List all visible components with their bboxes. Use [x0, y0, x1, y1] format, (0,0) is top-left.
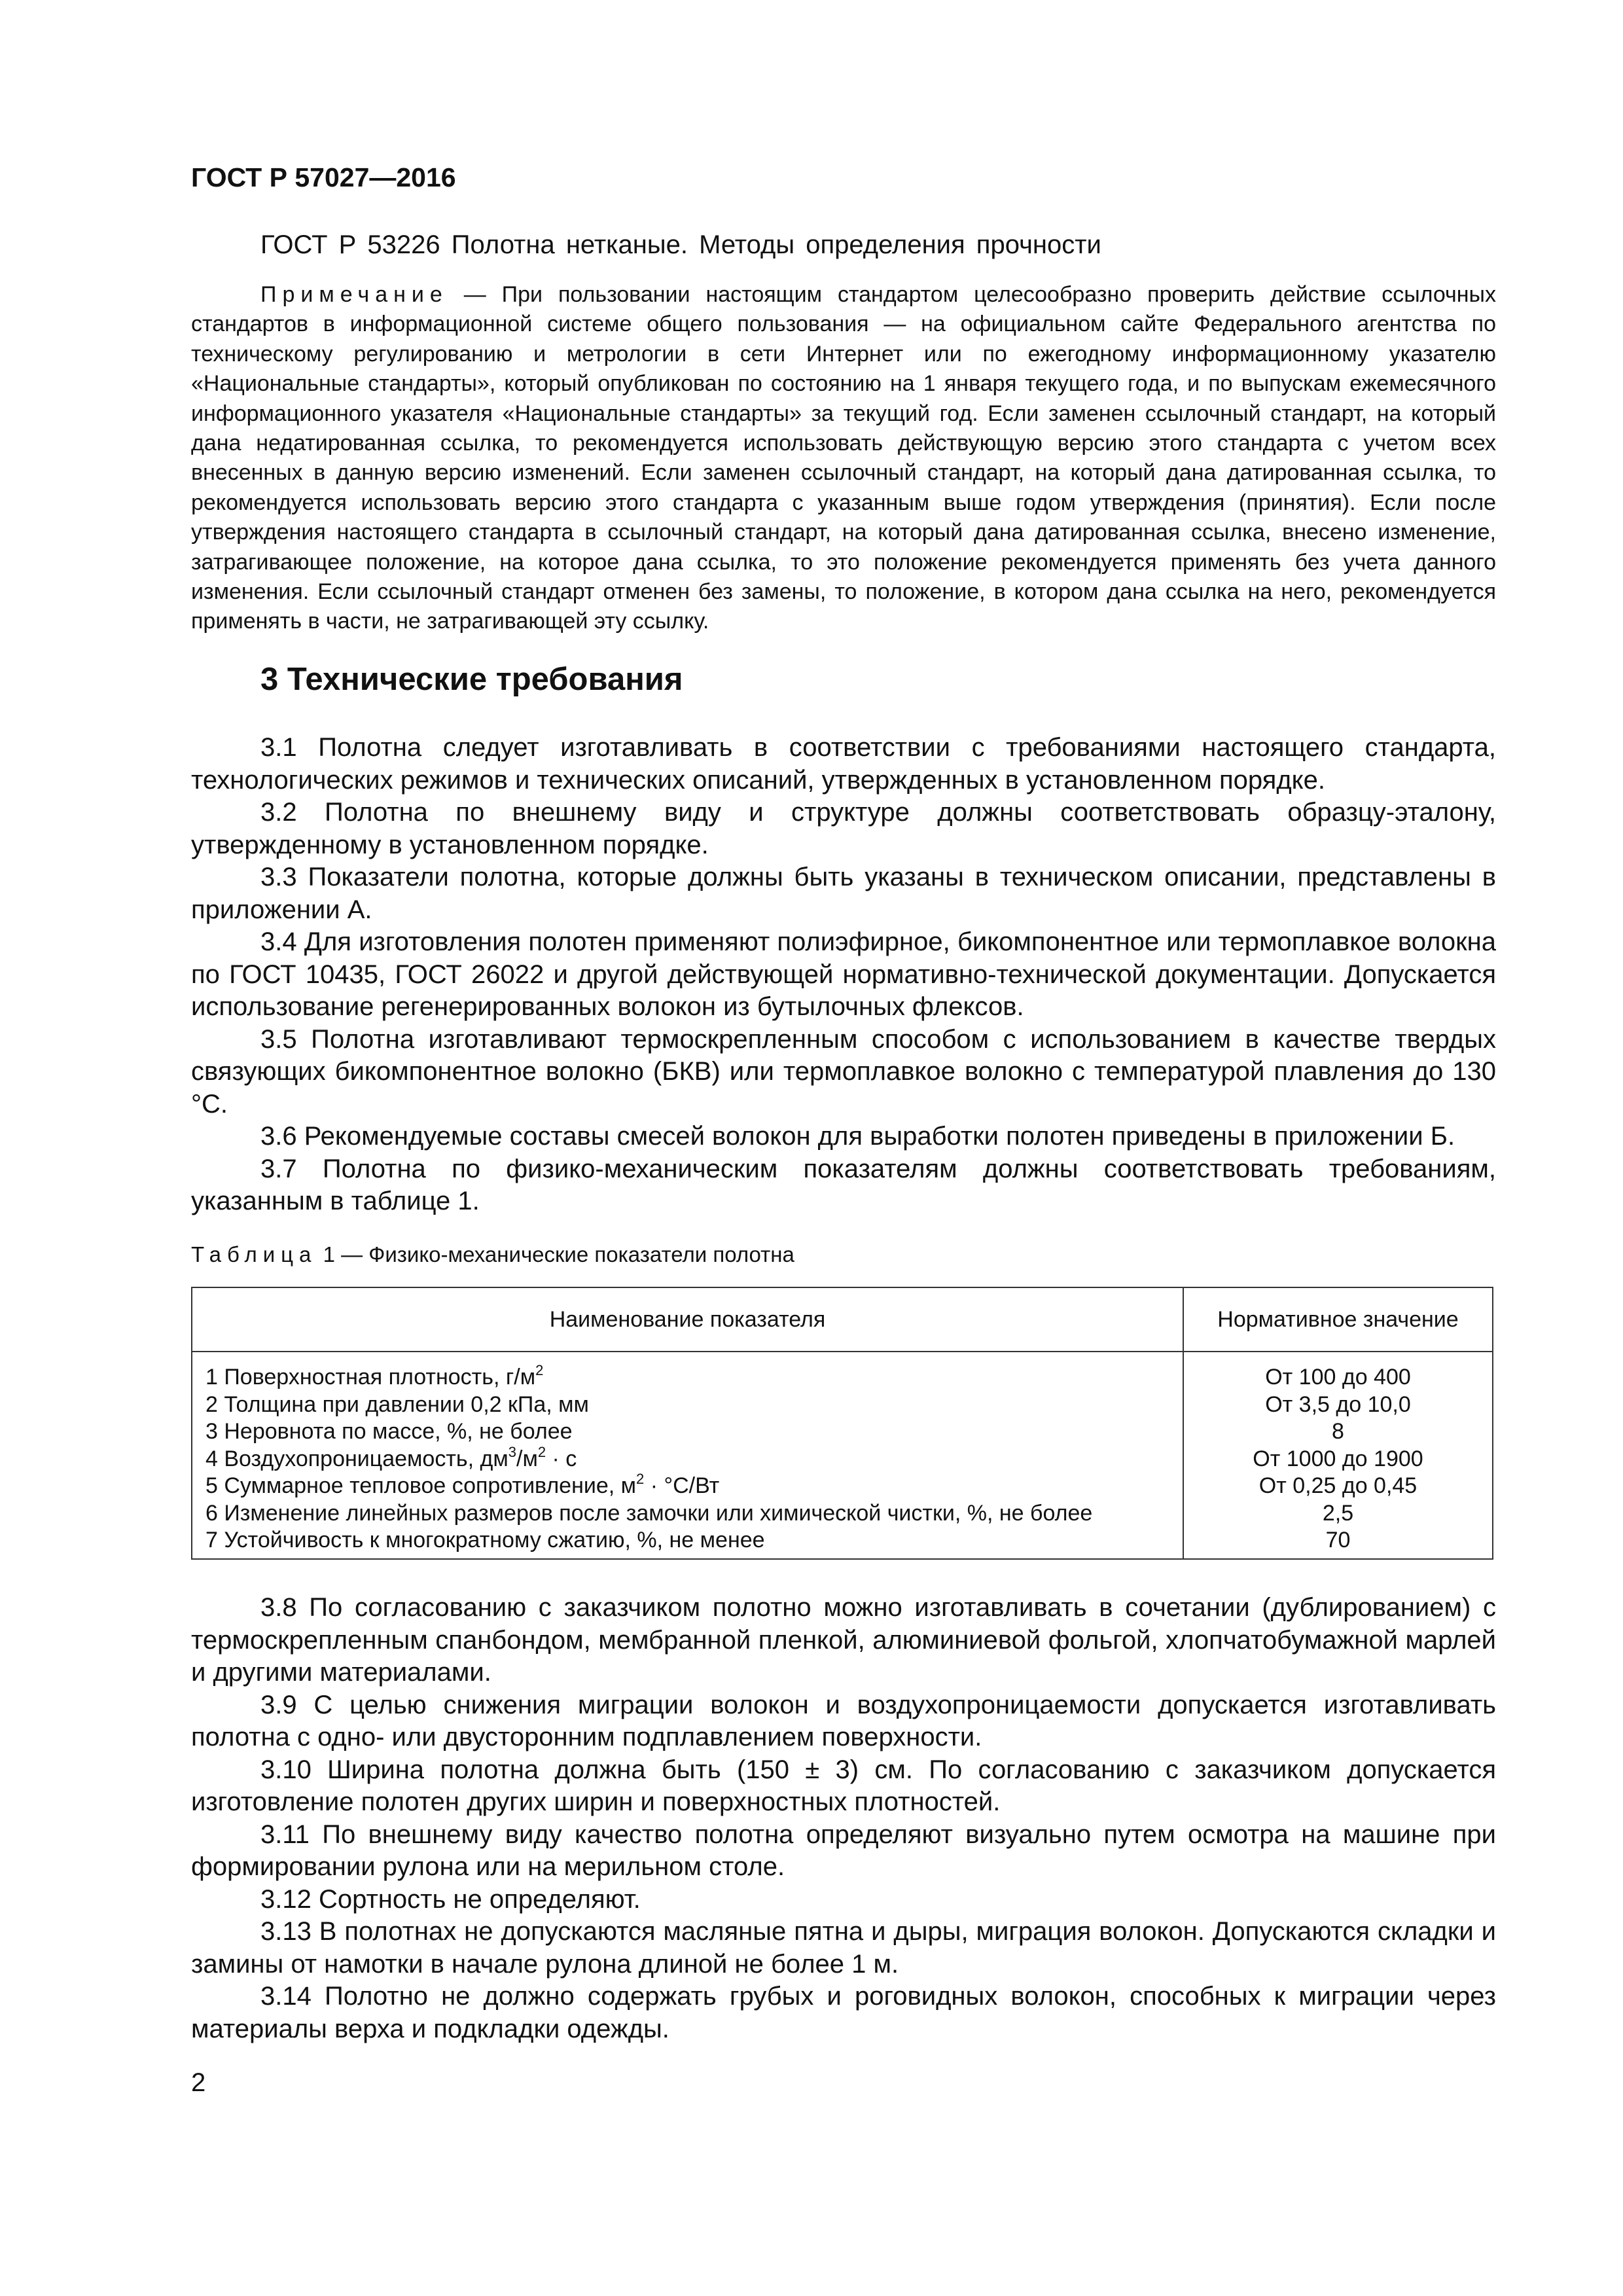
row-name: 4 Воздухопроницаемость, $дм^3/м^2 \cdot с$	[192, 1446, 1183, 1473]
header-indicator-name: Наименование показателя	[192, 1287, 1183, 1352]
note-text: — При пользовании настоящим стандартом целесообразно проверить действие ссылочных стандартов в информационной системе общего пользования — на официальном сайте Федерального агентства по техническому регулированию и метрологии в сети Интернет или по ежегодному информационному указателю «Национальные стандарты», который опубликован по состоянию на 1 января текущего года, и по выпускам ежемесячного информационного указателя «Национальные стандарты» за текущий год. Если заменен ссылочный стандарт, на который дана недатированная ссылка, то рекомендуется использовать действующую версию этого стандарта с учетом всех внесенных в данную версию изменений. Если заменен ссылочный стандарт, на который дана датированная ссылка, то рекомендуется использовать версию этого стандарта с указанным выше годом утверждения (принятия). Если после утверждения настоящего стандарта в ссылочный стандарт, на который дана датированная ссылка, внесено изменение, затрагивающее положение, на которое дана ссылка, то это положение рекомендуется применять без учета данного изменения. Если ссылочный стандарт отменен без замены, то положение, в котором дана ссылка на него, рекомендуется применять в части, не затрагивающей эту ссылку.	[191, 282, 1496, 634]
row-name: 6 Изменение линейных размеров после замочки или химической чистки, %, не более	[192, 1500, 1183, 1528]
table-row	[192, 1473, 1493, 1500]
row-value: От 3,5 до 10,0	[1183, 1391, 1493, 1419]
table-row	[192, 1352, 1493, 1391]
requirements-top	[191, 732, 1496, 1218]
table-caption-label: Таблица	[191, 1242, 317, 1266]
paragraph-3-3: 3.3 Показатели полотна, которые должны быть указаны в техническом описании, представлены в приложении А.	[191, 863, 1496, 924]
table-header-row	[192, 1287, 1493, 1352]
requirements-bottom	[191, 1592, 1496, 2045]
table-row	[192, 1391, 1493, 1419]
paragraph-3-10: 3.10 Ширина полотна должна быть (150 ± 3) см. По согласованию с заказчиком допускается изготовление полотен других ширин и поверхностных плотностей.	[191, 1755, 1496, 1816]
paragraph-3-14: 3.14 Полотно не должно содержать грубых и роговидных волокон, способных к миграции через материалы верха и подкладки одежды.	[191, 1982, 1496, 2043]
table-caption	[191, 1242, 794, 1267]
paragraph-3-2: 3.2 Полотна по внешнему виду и структуре должны соответствовать образцу-эталону, утвержденному в установленном порядке.	[191, 798, 1496, 859]
paragraph-3-4: 3.4 Для изготовления полотен применяют полиэфирное, бикомпонентное или термоплавкое волокна по ГОСТ 10435, ГОСТ 26022 и другой действующей нормативно-технической документации. Допускается использование регенерированных волокон из бутылочных флексов.	[191, 927, 1496, 1021]
paragraph-3-11: 3.11 По внешнему виду качество полотна определяют визуально путем осмотра на машине при формировании рулона или на мерильном столе.	[191, 1820, 1496, 1881]
paragraph-3-7: 3.7 Полотна по физико-механическим показателям должны соответствовать требованиям, указанным в таблице 1.	[191, 1154, 1496, 1215]
reference-code: ГОСТ Р 53226	[260, 230, 440, 259]
normative-reference	[260, 230, 1101, 260]
section-title: 3 Технические требования	[260, 662, 683, 697]
row-value: От 1000 до 1900	[1183, 1446, 1493, 1473]
paragraph-3-13: 3.13 В полотнах не допускаются масляные пятна и дыры, миграция волокон. Допускаются складки и замины от намотки в начале рулона длиной не более 1 м.	[191, 1917, 1496, 1979]
note-paragraph	[191, 280, 1496, 637]
row-value: От 100 до 400	[1183, 1352, 1493, 1391]
table-caption-text: 1 — Физико-механические показатели полотна	[323, 1242, 794, 1266]
note-label: Примечание	[260, 282, 448, 307]
row-name: 3 Неровнота по массе, %, не более	[192, 1418, 1183, 1446]
document-header: ГОСТ Р 57027—2016	[191, 162, 456, 192]
paragraph-3-12: 3.12 Сортность не определяют.	[260, 1884, 641, 1914]
paragraph-3-8: 3.8 По согласованию с заказчиком полотно можно изготавливать в сочетании (дублированием) с термоскрепленным спанбондом, мембранной пленкой, алюминиевой фольгой, хлопчатобумажной марлей и другими материалами.	[191, 1593, 1496, 1687]
paragraph-3-5: 3.5 Полотна изготавливают термоскрепленным способом с использованием в качестве твердых связующих бикомпонентное волокно (БКВ) или термоплавкое волокно с температурой плавления до 130 °С.	[191, 1024, 1496, 1119]
table-row	[192, 1500, 1493, 1528]
table-row	[192, 1527, 1493, 1559]
table-row	[192, 1446, 1493, 1473]
header-normative-value: Нормативное значение	[1183, 1287, 1493, 1352]
row-name: 5 Суммарное тепловое сопротивление, $м^2 \cdot ^\circ С/Вт$	[192, 1473, 1183, 1500]
paragraph-3-6: 3.6 Рекомендуемые составы смесей волокон для выработки полотен приведены в приложении Б.	[260, 1122, 1455, 1151]
paragraph-3-9: 3.9 С целью снижения миграции волокон и воздухопроницаемости допускается изготавливать полотна с одно- или двусторонним подплавлением поверхности.	[191, 1690, 1496, 1751]
page-number: 2	[191, 2068, 206, 2097]
reference-title: Полотна нетканые. Методы определения прочности	[451, 230, 1101, 259]
properties-table	[191, 1287, 1493, 1560]
table-row	[192, 1418, 1493, 1446]
row-value: 2,5	[1183, 1500, 1493, 1528]
row-name: 1 Поверхностная плотность, $г/м^2$	[192, 1352, 1183, 1391]
paragraph-3-1: 3.1 Полотна следует изготавливать в соответствии с требованиями настоящего стандарта, технологических режимов и технических описаний, утвержденных в установленном порядке.	[191, 733, 1496, 795]
row-name: 7 Устойчивость к многократному сжатию, %, не менее	[192, 1527, 1183, 1559]
row-name: 2 Толщина при давлении 0,2 кПа, мм	[192, 1391, 1183, 1419]
row-value: 70	[1183, 1527, 1493, 1559]
row-value: От 0,25 до 0,45	[1183, 1473, 1493, 1500]
row-value: 8	[1183, 1418, 1493, 1446]
